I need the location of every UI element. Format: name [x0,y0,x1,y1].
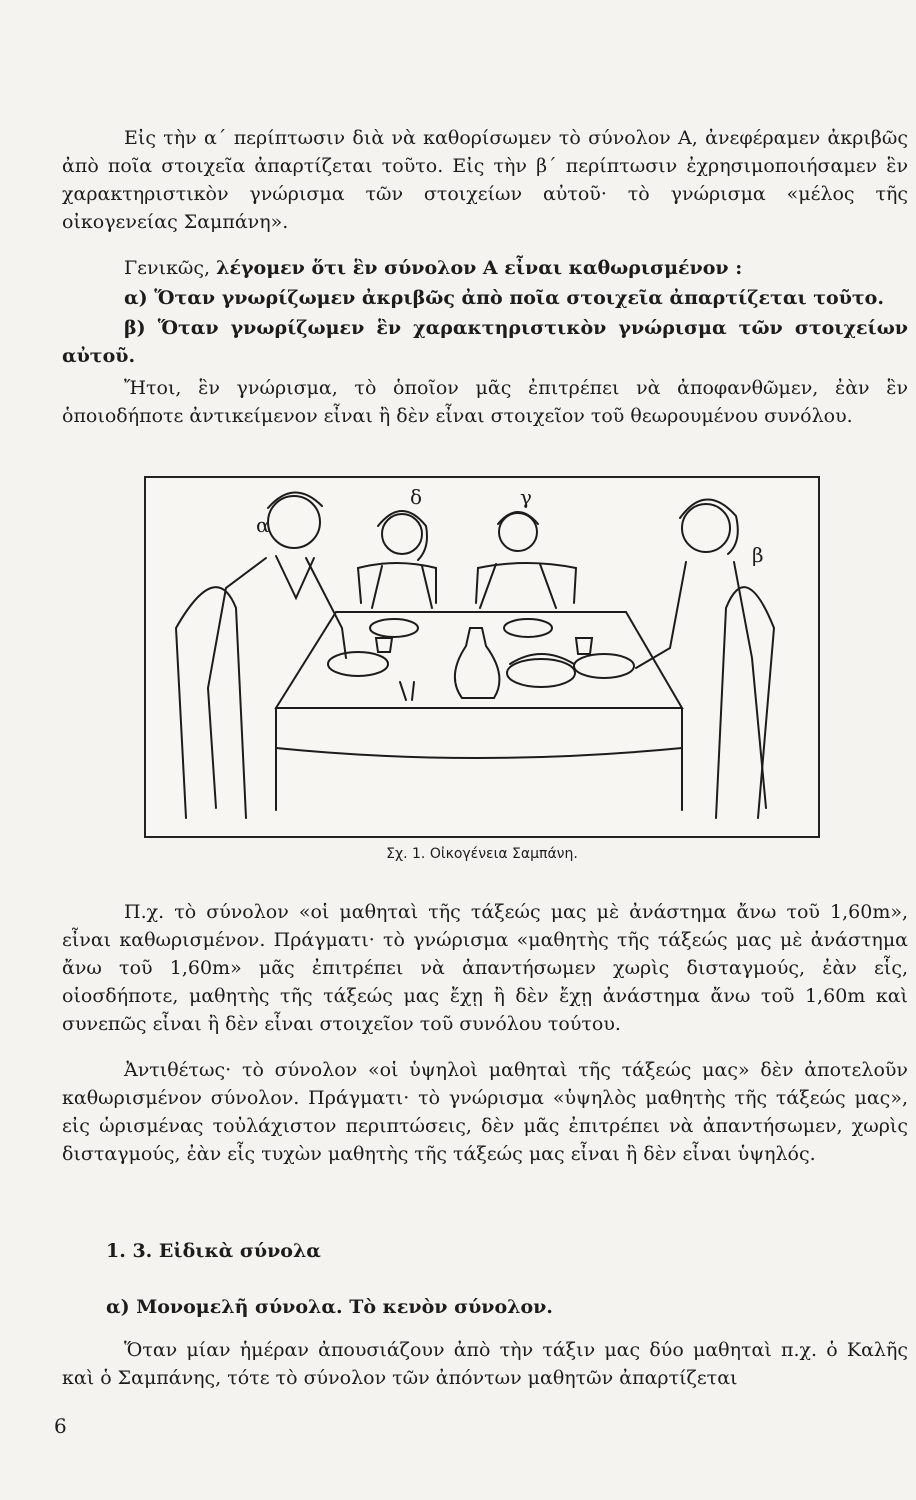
definition-lead: Γενικῶς, [124,257,217,279]
page-number: 6 [54,1414,67,1438]
paragraph-example-undefined-set: Ἀντιθέτως· τὸ σύνολον «οἱ ὑψηλοὶ μαθηταὶ τῆς τάξεώς μας» δὲν ἀποτελοῦν καθωρισμένον σύνολον. Πράγματι· τὸ γνώρισμα «ὑψηλὸς μαθητὴς τῆς τάξεώς μας», εἰς ὡρισμένας τοὐλάχιστον περιπτώσεις, δὲν μᾶς ἐπιτρέπει νὰ ἀπαντήσωμεν, χωρὶς δισταγμούς, ἐὰν εἷς τυχὼν μαθητὴς τῆς τάξεώς μας εἶναι ἢ δὲν εἶναι ὑψηλός. [62,1059,908,1165]
paragraph-singleton-sets: Ὅταν μίαν ἡμέραν ἀπουσιάζουν ἀπὸ τὴν τάξιν μας δύο μαθηταὶ π.χ. ὁ Καλῆς καὶ ὁ Σαμπάνης, τότε τὸ σύνολον τῶν ἀπόντων μαθητῶν ἀπαρτίζεται [62,1339,908,1389]
paragraph-definition [62,254,908,282]
family-dinner-illustration [146,478,818,836]
subsection-heading: α) Μονομελῆ σύνολα. Τὸ κενὸν σύνολον. [106,1296,553,1318]
family-dinner-figure [144,476,820,838]
paragraph-example-defined-set: Π.χ. τὸ σύνολον «οἱ μαθηταὶ τῆς τάξεώς μας μὲ ἀνάστημα ἄνω τοῦ 1,60m», εἶναι καθωρισμένον. Πράγματι· τὸ γνώρισμα «μαθητὴς τῆς τάξεώς μας μὲ ἀνάστημα ἄνω τοῦ 1,60m» μᾶς ἐπιτρέπει νὰ ἀπαντήσωμεν χωρὶς δισταγμούς, ἐὰν εἷς, οἱοσδήποτε, μαθητὴς τῆς τάξεώς μας ἔχῃ ἢ δὲν ἔχῃ ἀνάστημα ἄνω τοῦ 1,60m καὶ συνεπῶς εἶναι ἢ δὲν εἶναι στοιχεῖον τοῦ συνόλου τούτου. [62,901,908,1035]
figure-caption: Σχ. 1. Οἰκογένεια Σαμπάνη. [386,846,578,862]
figure-label-b: β [752,543,764,567]
condition-b: β) Ὅταν γνωρίζωμεν ἓν χαρακτηριστικὸν γνώρισμα τῶν στοιχείων αὐτοῦ. [62,317,908,367]
definition-statement: λέγομεν ὅτι ἓν σύνολον Α εἶναι καθωρισμένον : [216,257,743,279]
figure-label-g: γ [520,485,532,509]
paragraph-characteristic: Ἤτοι, ἓν γνώρισμα, τὸ ὁποῖον μᾶς ἐπιτρέπει νὰ ἀποφανθῶμεν, ἐὰν ἓν ὁποιοδήποτε ἀντικείμενον εἶναι ἢ δὲν εἶναι στοιχεῖον τοῦ θεωρουμένου συνόλου. [62,377,908,427]
section-heading: 1. 3. Εἰδικὰ σύνολα [106,1240,321,1262]
figure-label-d: δ [410,485,423,509]
figure-label-a: α [256,513,270,537]
condition-a: α) Ὅταν γνωρίζωμεν ἀκριβῶς ἀπὸ ποῖα στοιχεῖα ἀπαρτίζεται τοῦτο. [124,287,884,309]
paragraph-cases-explanation: Εἰς τὴν α΄ περίπτωσιν διὰ νὰ καθορίσωμεν τὸ σύνολον Α, ἀνεφέραμεν ἀκριβῶς ἀπὸ ποῖα στοιχεῖα ἀπαρτίζεται τοῦτο. Εἰς τὴν β΄ περίπτωσιν ἐχρησιμοποιήσαμεν ἓν χαρακτηριστικὸν γνώρισμα τῶν στοιχείων αὐτοῦ· τὸ γνώρισμα «μέλος τῆς οἰκογενείας Σαμπάνη». [62,127,908,233]
